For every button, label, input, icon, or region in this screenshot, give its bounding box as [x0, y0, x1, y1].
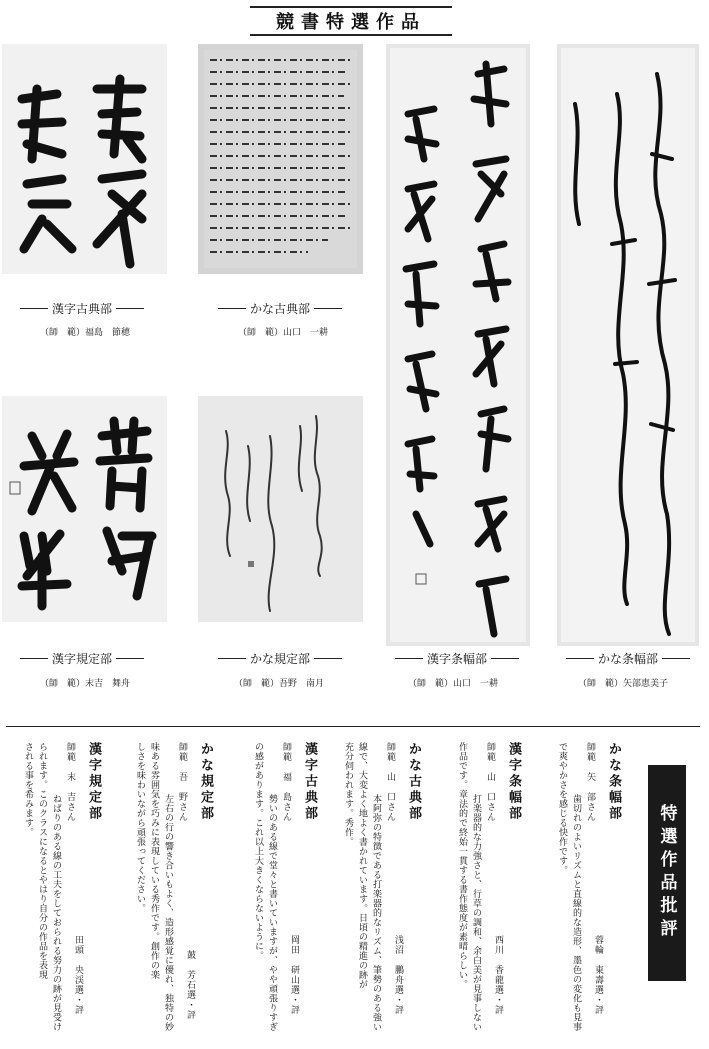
category-label: 漢字条幅部	[395, 650, 519, 667]
artwork-kanji-kitei	[2, 396, 167, 622]
critique-signature: 田頭 央渓選・評	[73, 935, 83, 1015]
teacher-label: （師 範）山口 一耕	[238, 328, 329, 338]
critique-body-line: 左右の行の響き合いもよく、造形感覚に優れ、独特の妙	[163, 794, 173, 1032]
critique-teacher-name: 師範 山 口さん	[485, 742, 495, 822]
teacher-label: （師 範）矢部恵美子	[578, 679, 669, 689]
critique-signature: 皷 芳石選・評	[185, 950, 195, 1020]
calligraphy-image	[2, 396, 167, 622]
critique-signature: 浅沼 鵬舟選・評	[393, 935, 403, 1015]
section-divider	[6, 726, 700, 727]
artwork-kana-kitei	[198, 396, 363, 622]
page-title: 競書特選作品	[276, 12, 426, 33]
critique-teacher-name: 師範 吾 野さん	[177, 742, 187, 822]
critique-heading-label: 漢字条幅部	[506, 742, 521, 822]
critique-signature: 西川 香龍選・評	[493, 935, 503, 1015]
category-label: 漢字規定部	[20, 650, 144, 667]
calligraphy-image	[557, 44, 699, 646]
artwork-kana-jofuku	[557, 44, 699, 646]
teacher-label: （師 範）山口 一耕	[408, 679, 499, 689]
artwork-kana-koten	[198, 44, 363, 274]
critique-body-line: される事を希みます。	[23, 742, 33, 837]
category-label: かな規定部	[218, 650, 342, 667]
critique-heading-label: 漢字規定部	[86, 742, 101, 822]
critique-heading: 特選作品批評	[656, 804, 677, 942]
critique-teacher-name: 師範 末 吉さん	[65, 742, 75, 822]
category-label: かな条幅部	[566, 650, 690, 667]
critique-body-line: 線で、大変よく地よく書かれています。日頃の精進の跡が	[357, 742, 367, 989]
critique-body-line: で爽やかさを感じる快作です。	[557, 742, 567, 875]
artwork-kanji-jofuku	[386, 44, 530, 646]
teacher-label: （師 範）末吉 舞舟	[40, 679, 131, 689]
calligraphy-image	[198, 396, 363, 622]
critique-body-line: 勢いのある線で堂々と書いていますが、やや頑張りすぎ	[267, 794, 277, 1032]
critique-heading-label: かな規定部	[198, 742, 213, 822]
critique-body-line: の感があります。これ以上大きくならないように。	[253, 742, 263, 961]
teacher-label: （師 範）吾野 南月	[234, 679, 325, 689]
critique-teacher-name: 師範 矢 部さん	[585, 742, 595, 822]
critique-body-line: 打楽器的な力強さと、行草の調和、余白美が見事しない	[471, 794, 481, 1032]
category-label: 漢字古典部	[20, 300, 144, 317]
critique-body-line: 味ある雰囲気を巧みに表現している秀作です。創作の楽	[149, 742, 159, 980]
critique-body-line: 充分伺われます。秀作。	[343, 742, 353, 847]
critique-body-line: ねばりのある線の工夫をしておられる努力の跡が見受け	[51, 794, 61, 1032]
critique-body-line: 作品です。章法的で終始一貫する書作態度が素晴らしい。	[457, 742, 467, 989]
critique-signature: 蓉輪 東壽選・評	[593, 935, 603, 1015]
critique-heading-label: 漢字古典部	[302, 742, 317, 822]
calligraphy-image	[2, 44, 167, 274]
teacher-label: （師 範）福島 節穂	[40, 328, 131, 338]
critique-signature: 岡田 研山選・評	[289, 935, 299, 1015]
critique-body-line: 本阿弥の特徴である打楽器的なリズム、筆勢のある強い	[371, 794, 381, 1032]
critique-body-line: 歯切れのよいリズムと直線的な造形、墨色の変化も見事	[571, 794, 581, 1032]
critique-teacher-name: 師範 山 口さん	[385, 742, 395, 822]
calligraphy-image	[386, 44, 530, 646]
critique-body-line: しさを味わいながら頑張ってください。	[135, 742, 145, 913]
critique-teacher-name: 師範 福 島さん	[281, 742, 291, 822]
artwork-kanji-koten	[2, 44, 167, 274]
critique-heading-box	[648, 765, 686, 981]
critique-body-line: られます。このクラスになるとやはり自分の作品を表現	[37, 742, 47, 980]
category-label: かな古典部	[218, 300, 342, 317]
calligraphy-image	[198, 44, 363, 274]
critique-heading-label: かな条幅部	[606, 742, 621, 822]
page-title-box	[250, 6, 452, 36]
critique-heading-label: かな古典部	[406, 742, 421, 822]
